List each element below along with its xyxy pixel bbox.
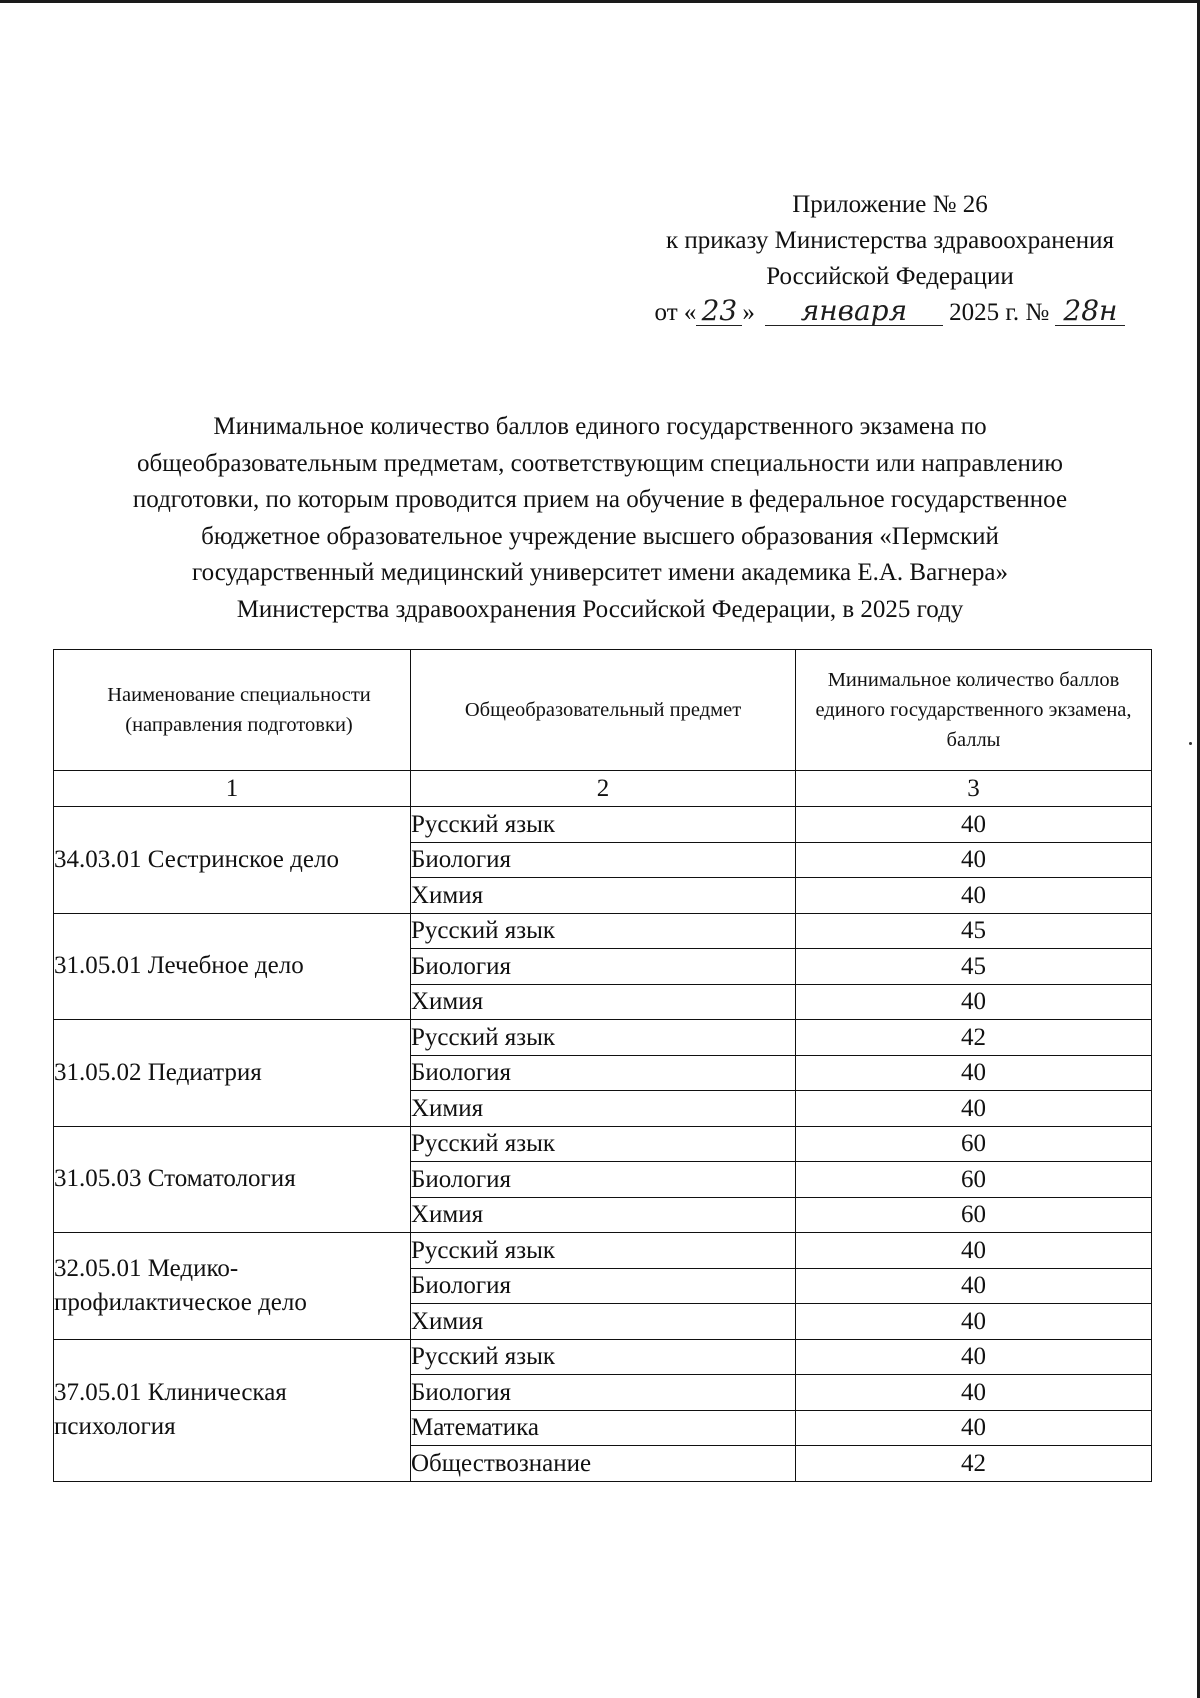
specialty-cell: 31.05.03 Стоматология (54, 1126, 411, 1233)
table-row (54, 1126, 1152, 1162)
subject-cell: Биология (411, 949, 796, 985)
title-line: Минимальное количество баллов единого государственного экзамена по (213, 413, 987, 440)
column-number: 1 (54, 771, 411, 807)
score-cell: 40 (796, 1055, 1152, 1091)
subject-cell: Биология (411, 842, 796, 878)
document-title (40, 409, 1160, 628)
score-cell: 42 (796, 1446, 1152, 1482)
score-cell: 42 (796, 1020, 1152, 1056)
score-cell: 40 (796, 984, 1152, 1020)
scan-border-top (0, 0, 1200, 3)
subject-cell: Русский язык (411, 1339, 796, 1375)
date-quote-close: » (742, 299, 755, 326)
score-cell: 40 (796, 1339, 1152, 1375)
score-cell: 40 (796, 878, 1152, 914)
subject-cell: Химия (411, 1091, 796, 1127)
subject-cell: Математика (411, 1410, 796, 1446)
subject-cell: Химия (411, 1304, 796, 1340)
subject-cell: Русский язык (411, 1126, 796, 1162)
subject-cell: Биология (411, 1162, 796, 1198)
header-specialty: Наименование специальности (направления подготовки) (54, 650, 411, 771)
specialty-cell: 31.05.01 Лечебное дело (54, 913, 411, 1020)
table-header-row (54, 650, 1152, 771)
subject-cell: Химия (411, 1197, 796, 1233)
score-cell: 45 (796, 949, 1152, 985)
column-number-row (54, 771, 1152, 807)
subject-cell: Русский язык (411, 807, 796, 843)
title-line: общеобразовательным предметам, соответствующим специальности или направлению (137, 449, 1063, 477)
title-line: государственный медицинский университет имени академика Е.А. Вагнера» (191, 559, 1009, 586)
subject-cell: Обществознание (411, 1446, 796, 1482)
score-cell: 45 (796, 913, 1152, 949)
table-row (54, 1339, 1152, 1375)
specialty-cell: 34.03.01 Сестринское дело (54, 807, 411, 914)
header-subject: Общеобразовательный предмет (411, 650, 796, 771)
score-cell: 40 (796, 842, 1152, 878)
subject-cell: Химия (411, 878, 796, 914)
score-cell: 60 (796, 1126, 1152, 1162)
date-prefix: от « (654, 299, 697, 326)
min-scores-table (53, 649, 1152, 1482)
ministry-name: Российской Федерации (766, 263, 1014, 290)
date-year-label: 2025 г. № (949, 299, 1050, 326)
subject-cell: Русский язык (411, 1020, 796, 1056)
handwritten-day: 23 (696, 297, 742, 326)
score-cell: 40 (796, 807, 1152, 843)
specialty-cell: 31.05.02 Педиатрия (54, 1020, 411, 1127)
score-cell: 40 (796, 1091, 1152, 1127)
order-date-line (600, 295, 1180, 331)
score-cell: 40 (796, 1410, 1152, 1446)
column-number: 3 (796, 771, 1152, 807)
column-number: 2 (411, 771, 796, 807)
title-line: бюджетное образовательное учреждение высшего образования «Пермский (201, 522, 999, 550)
handwritten-order-number: 28н (1055, 297, 1125, 326)
table-row (54, 807, 1152, 843)
appendix-number: Приложение № 26 (792, 191, 988, 218)
title-line: подготовки, по которым проводится прием на обучение в федеральное государственное (132, 486, 1068, 513)
subject-cell: Химия (411, 984, 796, 1020)
header-min-score: Минимальное количество баллов единого государственного экзамена, баллы (796, 650, 1152, 771)
scan-speck (1189, 742, 1192, 745)
table-row (54, 913, 1152, 949)
subject-cell: Биология (411, 1055, 796, 1091)
score-cell: 40 (796, 1375, 1152, 1411)
table-row (54, 1233, 1152, 1269)
title-line: Министерства здравоохранения Российской Федерации, в 2025 году (236, 595, 964, 623)
appendix-header (600, 187, 1180, 331)
handwritten-month: января (765, 297, 943, 326)
subject-cell: Биология (411, 1375, 796, 1411)
score-cell: 40 (796, 1233, 1152, 1269)
subject-cell: Русский язык (411, 1233, 796, 1269)
score-cell: 40 (796, 1304, 1152, 1340)
score-cell: 60 (796, 1197, 1152, 1233)
specialty-cell: 37.05.01 Клиническая психология (54, 1339, 411, 1481)
subject-cell: Русский язык (411, 913, 796, 949)
specialty-cell: 32.05.01 Медико-профилактическое дело (54, 1233, 411, 1340)
score-cell: 60 (796, 1162, 1152, 1198)
order-reference: к приказу Министерства здравоохранения (665, 227, 1115, 254)
score-cell: 40 (796, 1268, 1152, 1304)
subject-cell: Биология (411, 1268, 796, 1304)
table-row (54, 1020, 1152, 1056)
